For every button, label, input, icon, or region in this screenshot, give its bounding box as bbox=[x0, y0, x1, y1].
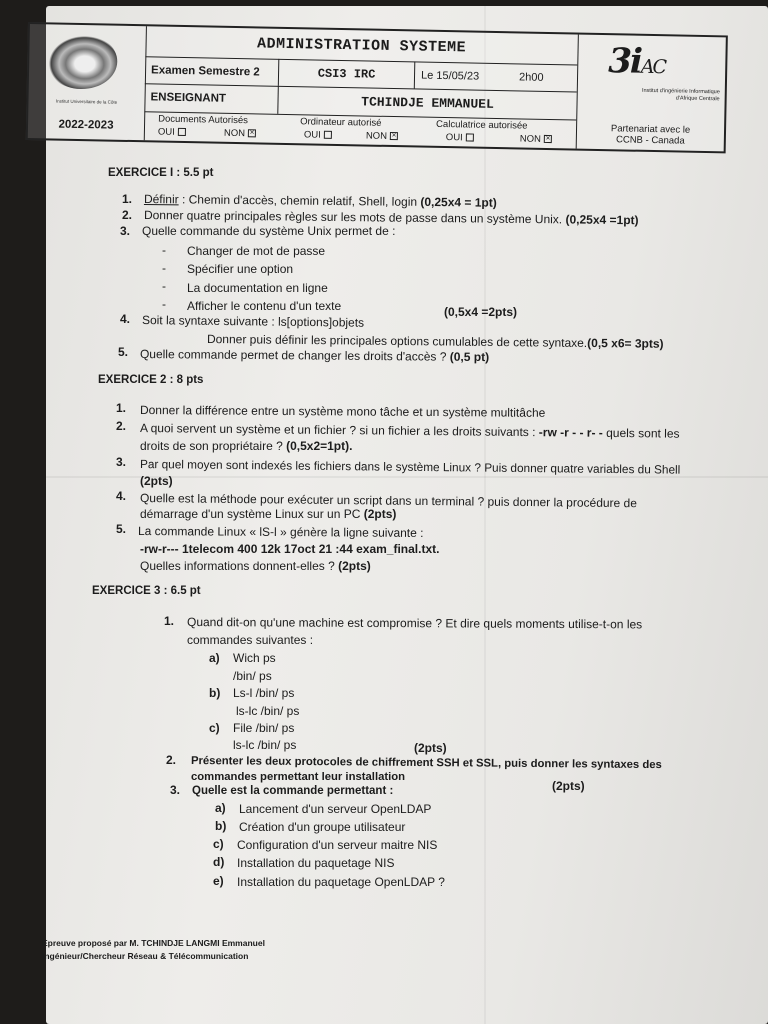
q-number: 4. bbox=[116, 489, 127, 503]
exam-type: Examen Semestre 2 bbox=[145, 56, 279, 86]
dash: - bbox=[162, 279, 166, 293]
q-number: 2. bbox=[116, 419, 127, 433]
sub-letter: b) bbox=[209, 686, 221, 700]
ex1-q3-points: (0,5x4 =2pts) bbox=[444, 305, 518, 319]
dash: - bbox=[162, 261, 166, 275]
teacher-label: ENSEIGNANT bbox=[144, 83, 279, 114]
checkbox-empty bbox=[324, 131, 332, 139]
sub-letter: a) bbox=[215, 801, 226, 815]
academic-year: 2022-2023 bbox=[28, 109, 146, 140]
q-number: 3. bbox=[120, 224, 131, 238]
ex3-q1-c-line1: File /bin/ ps bbox=[233, 721, 295, 735]
ex3-q1-b-line2: ls-lc /bin/ ps bbox=[236, 704, 300, 718]
ex3-question-1-line2: commandes suivantes : bbox=[187, 633, 314, 647]
ex2-question-2: A quoi servent un système et un fichier ? si un fichier a les droits suivants : -rw -r - - r- - quels sont les bbox=[139, 421, 680, 441]
calculator-rule: Calculatrice autorisée OUI NON ✕ bbox=[436, 118, 551, 145]
checkbox-checked: ✕ bbox=[545, 136, 551, 143]
ex1-question-4-line2: Donner puis définir les principales options cumulables de cette syntaxe.(0,5 x6= 3pts) bbox=[206, 332, 664, 351]
q-number: 5. bbox=[116, 522, 127, 536]
q-number: 3. bbox=[170, 783, 181, 797]
ex1-q3-item: Changer de mot de passe bbox=[187, 244, 326, 258]
q-number: 5. bbox=[118, 345, 129, 359]
exam-footer bbox=[42, 937, 265, 963]
exercise-3-title: EXERCICE 3 : 6.5 pt bbox=[92, 585, 201, 597]
q-number: 2. bbox=[166, 753, 177, 767]
sub-letter: c) bbox=[209, 721, 220, 735]
ex2-q5-command-output: -rw-r--- 1telecom 400 12k 17oct 21 :44 exam_final.txt. bbox=[140, 542, 440, 556]
sub-letter: d) bbox=[213, 855, 225, 869]
exam-title: ADMINISTRATION SYSTEME bbox=[145, 26, 578, 65]
ex3-q1-a-line2: /bin/ ps bbox=[233, 669, 272, 683]
brand-subtitle: Institut d'ingénierie Informatique d'Afrique Centrale bbox=[641, 87, 720, 103]
ex3-question-1: Quand dit-on qu'une machine est compromise ? Et dire quels moments utilise-t-on les bbox=[186, 615, 643, 632]
ex3-question-3: Quelle est la commande permettant : bbox=[192, 785, 394, 797]
university-logo bbox=[28, 24, 147, 111]
documents-rule: Documents Autorisés OUI NON ✕ bbox=[157, 113, 255, 140]
sub-letter: e) bbox=[213, 874, 224, 888]
computer-rule: Ordinateur autorisé OUI NON ✕ bbox=[300, 116, 397, 142]
checkbox-checked: ✕ bbox=[391, 133, 397, 140]
institute-logo bbox=[576, 35, 727, 123]
checkbox-empty bbox=[466, 134, 474, 142]
ex3-q1-a-line1: Wich ps bbox=[233, 651, 276, 665]
ex1-question-5: Quelle commande permet de changer les droits d'accès ? (0,5 pt) bbox=[139, 347, 490, 365]
exercise-2-title: EXERCICE 2 : 8 pts bbox=[98, 374, 204, 386]
ex3-q2-points: (2pts) bbox=[552, 779, 585, 793]
q-number: 1. bbox=[122, 192, 133, 206]
exam-date: Le 15/05/23 bbox=[420, 69, 480, 83]
logo-swirl-icon bbox=[45, 32, 118, 89]
ex2-question-2-line2: droits de son propriétaire ? (0,5x2=1pt). bbox=[140, 439, 353, 453]
ex1-q3-item: Afficher le contenu d'un texte bbox=[187, 299, 342, 313]
ex1-question-4: Soit la syntaxe suivante : ls[options]objets bbox=[141, 313, 365, 330]
ex2-question-3: Par quel moyen sont indexés les fichiers dans le système Linux ? Puis donner quatre variables du Shell bbox=[139, 457, 681, 477]
course-code: CSI3 IRC bbox=[279, 59, 415, 89]
ex3-q1-points: (2pts) bbox=[414, 741, 447, 755]
logo-caption: Institut Universitaire de la Côte bbox=[55, 98, 118, 105]
q-number: 2. bbox=[122, 208, 133, 222]
ex3-q3-item: Configuration d'un serveur maitre NIS bbox=[237, 838, 438, 852]
checkbox-checked: ✕ bbox=[249, 130, 255, 137]
ex1-question-3: Quelle commande du système Unix permet de : bbox=[142, 224, 396, 238]
ex3-question-2: Présenter les deux protocoles de chiffrement SSH et SSL, puis donner les syntaxes des bbox=[190, 755, 662, 772]
ex2-question-4: Quelle est la méthode pour exécuter un script dans un terminal ? puis donner la procédure de bbox=[139, 491, 638, 511]
exam-duration: 2h00 bbox=[518, 70, 544, 84]
ex1-q3-item: La documentation en ligne bbox=[187, 281, 328, 295]
exam-header-table bbox=[26, 22, 728, 153]
ex3-q3-item: Lancement d'un serveur OpenLDAP bbox=[239, 802, 432, 816]
sub-letter: c) bbox=[213, 837, 224, 851]
ex1-question-2: Donner quatre principales règles sur les mots de passe dans un système Unix. (0,25x4 =1pt) bbox=[143, 208, 639, 228]
teacher-name: TCHINDJE EMMANUEL bbox=[361, 93, 494, 112]
ex3-q3-item: Création d'un groupe utilisateur bbox=[239, 820, 406, 834]
partnership: Partenariat avec le CCNB - Canada bbox=[576, 120, 725, 152]
ex3-question-2-line2: commandes permettant leur installation bbox=[191, 771, 406, 783]
ex3-q1-b-line1: Ls-l /bin/ ps bbox=[233, 686, 295, 700]
sub-letter: b) bbox=[215, 819, 227, 833]
ex2-q3-points: (2pts) bbox=[140, 474, 173, 488]
ex1-question-1: Définir : Chemin d'accès, chemin relatif, Shell, login (0,25x4 = 1pt) bbox=[143, 192, 497, 210]
ex3-q1-c-line2: ls-lc /bin/ ps bbox=[233, 738, 297, 752]
q-number: 4. bbox=[120, 312, 131, 326]
ex1-q3-item: Spécifier une option bbox=[187, 262, 294, 276]
ex2-question-4-line2: démarrage d'un système Linux sur un PC (2pts) bbox=[140, 507, 397, 521]
brand-logo: 3iAC bbox=[607, 41, 666, 82]
sub-letter: a) bbox=[209, 651, 220, 665]
ex2-question-1: Donner la différence entre un système mono tâche et un système multitâche bbox=[139, 403, 546, 420]
ex3-q3-item: Installation du paquetage NIS bbox=[237, 856, 395, 870]
dash: - bbox=[162, 243, 166, 257]
author-title: Ingénieur/Chercheur Réseau & Télécommunication bbox=[42, 951, 249, 961]
q-number: 3. bbox=[116, 455, 127, 469]
exercise-1-title: EXERCICE I : 5.5 pt bbox=[108, 167, 214, 179]
checkbox-empty bbox=[178, 128, 186, 136]
dash: - bbox=[162, 297, 166, 311]
q-number: 1. bbox=[164, 614, 175, 628]
ex2-question-5: La commande Linux « lS-l » génère la ligne suivante : bbox=[137, 524, 424, 540]
ex3-q3-item: Installation du paquetage OpenLDAP ? bbox=[237, 875, 445, 889]
q-number: 1. bbox=[116, 401, 127, 415]
ex2-question-5-line2: Quelles informations donnent-elles ? (2pts) bbox=[140, 559, 371, 573]
author-line: Epreuve proposé par M. TCHINDJE LANGMI Emmanuel bbox=[42, 938, 265, 948]
